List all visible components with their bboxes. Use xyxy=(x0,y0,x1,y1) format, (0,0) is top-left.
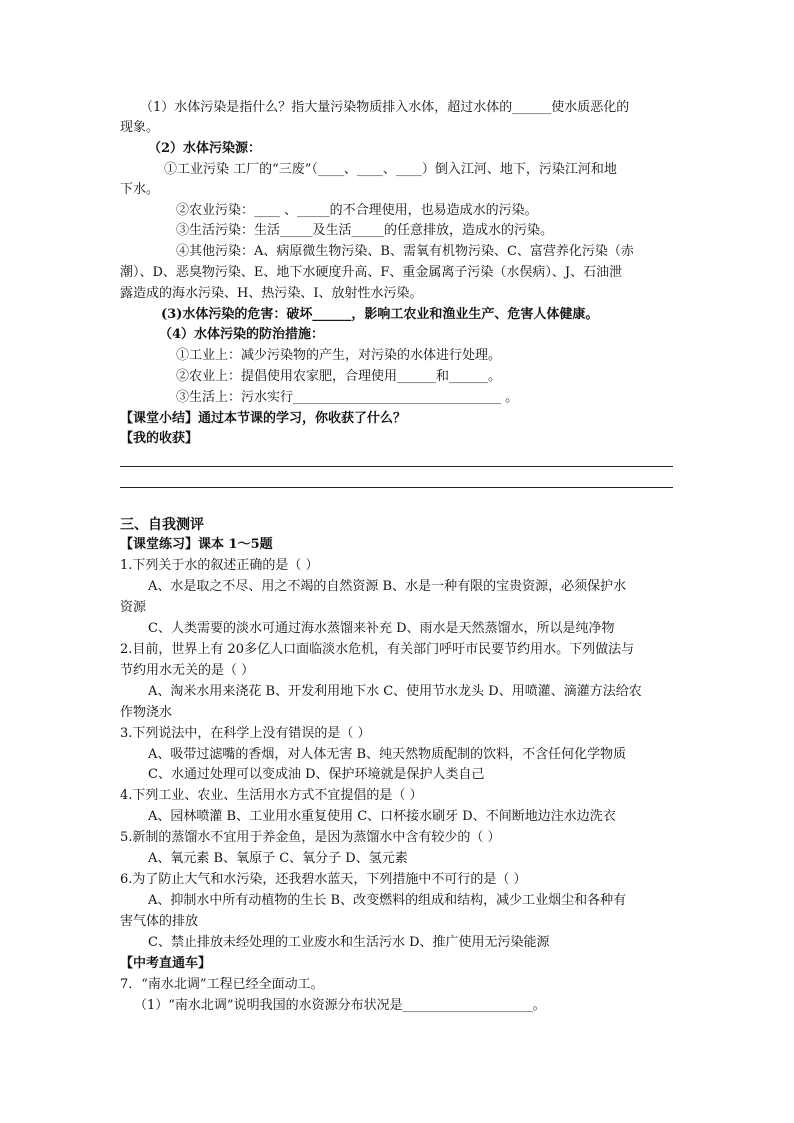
question-7-sub-1: （1）“南水北调”说明我国的水资源分布状况是____________________。 xyxy=(134,998,546,1013)
other-pollution-line1: ④其他污染：A、病原微生物污染、B、需氧有机物污染、C、富营养化污染（赤 xyxy=(176,244,634,259)
domestic-pollution: ③生活污染：生活_____及生活_____的任意排放，造成水的污染。 xyxy=(176,223,554,238)
question-2-options-line2: 作物浇水 xyxy=(120,705,173,720)
question-2-stem-line1: 2.目前，世界上有 20多亿人口面临淡水危机，有关部门呼吁市民要节约用水。下列做法与 xyxy=(120,642,635,657)
question-6-options-ab-line2: 害气体的排放 xyxy=(120,914,199,929)
question-1-stem: 1.下列关于水的叙述正确的是（ ） xyxy=(120,558,319,573)
question-5-stem: 5.新制的蒸馏水不宜用于养金鱼，是因为蒸馏水中含有较少的（ ） xyxy=(120,830,501,845)
answer-line-1 xyxy=(120,466,673,467)
exam-express-label: 【中考直通车】 xyxy=(120,956,212,971)
answer-line-2 xyxy=(120,487,673,488)
question-1-options-cd: C、人类需要的淡水可通过海水蒸馏来补充 D、雨水是天然蒸馏水，所以是纯净物 xyxy=(148,621,615,636)
class-summary: 【课堂小结】通过本节课的学习，你收获了什么？ xyxy=(120,411,407,426)
prevention-industry: ①工业上：减少污染物的产生，对污染的水体进行处理。 xyxy=(176,348,502,363)
question-7-stem: 7．“南水北调”工程已经全面动工。 xyxy=(120,977,324,992)
prevention-domestic: ③生活上：污水实行________________________________ 。 xyxy=(176,390,519,405)
q1-text-line1: （1）水体污染是指什么？指大量污染物质排入水体，超过水体的______使水质恶化的 xyxy=(140,100,630,115)
pollution-source-title: （2）水体污染源： xyxy=(148,141,262,156)
question-1-options-ab-line1: A、水是取之不尽、用之不竭的自然资源 B、水是一种有限的宝贵资源，必须保护水 xyxy=(148,579,627,594)
question-4-stem: 4.下列工业、农业、生活用水方式不宜提倡的是（ ） xyxy=(120,788,423,803)
other-pollution-line3: 露造成的海水污染、H、热污染、I、放射性水污染。 xyxy=(120,286,423,301)
question-6-stem: 6.为了防止大气和水污染，还我碧水蓝天，下列措施中不可行的是（ ） xyxy=(120,872,527,887)
section-title-self-assessment: 三、自我测评 xyxy=(120,517,204,533)
industrial-pollution-line2: 下水。 xyxy=(120,182,160,197)
other-pollution-line2: 潮）、D、恶臭物污染、E、地下水硬度升高、F、重金属离子污染（水俣病）、J、石油泄 xyxy=(120,265,623,280)
question-2-stem-line2: 节约用水无关的是（ ） xyxy=(120,663,255,678)
question-6-options-ab-line1: A、抑制水中所有动植物的生长 B、改变燃料的组成和结构，减少工业烟尘和各种有 xyxy=(148,893,627,908)
industrial-pollution-line1: ①工业污染 工厂的“三废”（____、____、____）倒入江河、地下，污染江河和地 xyxy=(164,162,617,177)
class-practice-label: 【课堂练习】课本 1～5题 xyxy=(120,537,273,552)
question-2-options-line1: A、淘米水用来浇花 B、开发利用地下水 C、使用节水龙头 D、用喷灌、滴灌方法给农 xyxy=(148,684,642,699)
prevention-agriculture: ②农业上：提倡使用农家肥，合理使用______和______。 xyxy=(176,369,502,384)
question-5-options: A、氧元素 B、氧原子 C、氧分子 D、氢元素 xyxy=(148,851,408,866)
question-3-stem: 3.下列说法中，在科学上没有错误的是（ ） xyxy=(120,726,371,741)
my-harvest-label: 【我的收获】 xyxy=(120,431,199,446)
pollution-harm: (3)水体污染的危害：破坏______，影响工农业和渔业生产、危害人体健康。 xyxy=(161,307,599,322)
q1-text-line2: 现象。 xyxy=(120,120,160,135)
question-6-options-cd: C、禁止排放未经处理的工业废水和生活污水 D、推广使用无污染能源 xyxy=(148,935,550,950)
question-3-options-ab: A、吸带过滤嘴的香烟，对人体无害 B、纯天然物质配制的饮料，不含任何化学物质 xyxy=(148,747,627,762)
prevention-title: （4）水体污染的防治措施： xyxy=(159,327,325,342)
agricultural-pollution: ②农业污染：____ 、_____的不合理使用，也易造成水的污染。 xyxy=(176,203,538,218)
question-4-options: A、园林喷灌 B、工业用水重复使用 C、口杯接水刷牙 D、不间断地边注水边洗衣 xyxy=(148,809,616,824)
question-1-options-ab-line2: 资源 xyxy=(120,600,147,615)
question-3-options-cd: C、水通过处理可以变成油 D、保护环境就是保护人类自己 xyxy=(148,767,485,782)
